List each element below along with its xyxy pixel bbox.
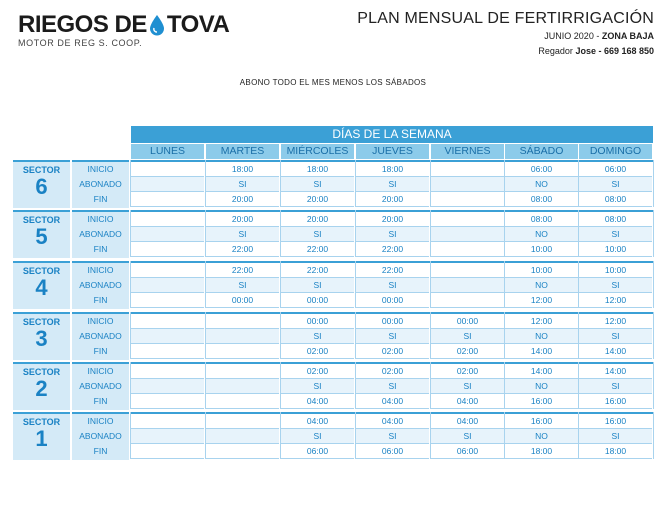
schedule-cell: SI (356, 177, 429, 192)
schedule-cell (431, 227, 504, 242)
schedule-cell: 06:00 (579, 162, 652, 177)
row-label: ABONADO (79, 229, 122, 239)
schedule-cell: 08:00 (505, 212, 578, 227)
column-divider (578, 412, 579, 459)
column-divider (653, 261, 654, 308)
schedule-cell: 00:00 (281, 293, 354, 308)
column-divider (653, 412, 654, 459)
schedule-cell: SI (431, 429, 504, 444)
column-divider (578, 362, 579, 409)
schedule-cell (206, 364, 279, 379)
schedule-cell: SI (356, 227, 429, 242)
sector-word: SECTOR (22, 417, 61, 427)
sector-label (13, 261, 70, 309)
column-divider (504, 210, 505, 257)
column-divider (504, 362, 505, 409)
schedule-cell: 22:00 (206, 263, 279, 278)
schedule-cell: 10:00 (579, 242, 652, 257)
schedule-cell (131, 278, 204, 293)
logo-wordmark (18, 13, 229, 37)
schedule-cell (131, 329, 204, 344)
schedule-cell (431, 293, 504, 308)
schedule-cell: 20:00 (356, 212, 429, 227)
column-divider (355, 210, 356, 257)
schedule-cell: 14:00 (505, 344, 578, 359)
schedule-cell: 04:00 (431, 394, 504, 409)
schedule-cell: SI (281, 329, 354, 344)
row-label: INICIO (87, 366, 114, 376)
day-header: LUNES (131, 144, 204, 159)
column-divider (578, 261, 579, 308)
schedule-cell: 04:00 (281, 394, 354, 409)
schedule-cell (131, 242, 204, 257)
schedule-cell: SI (579, 429, 652, 444)
schedule-cell: SI (579, 379, 652, 394)
column-divider (130, 412, 131, 459)
plan-regador (538, 46, 654, 56)
schedule-cell (131, 227, 204, 242)
column-divider (430, 261, 431, 308)
column-divider (430, 312, 431, 359)
schedule-cell: 04:00 (356, 394, 429, 409)
schedule-cell: 02:00 (281, 344, 354, 359)
sector-number: 3 (35, 326, 48, 351)
column-divider (355, 412, 356, 459)
schedule-cell (206, 429, 279, 444)
schedule-cell (206, 379, 279, 394)
schedule-cell: 16:00 (505, 394, 578, 409)
sector-number: 1 (35, 426, 48, 451)
schedule-cell: SI (281, 227, 354, 242)
column-divider (430, 412, 431, 459)
schedule-cell: 00:00 (356, 293, 429, 308)
row-label: FIN (93, 446, 108, 456)
column-divider (578, 312, 579, 359)
column-divider (205, 412, 206, 459)
column-divider (430, 362, 431, 409)
row-labels (72, 261, 129, 309)
column-divider (355, 261, 356, 308)
column-divider (130, 160, 131, 207)
column-divider (280, 362, 281, 409)
column-divider (430, 160, 431, 207)
schedule-cell: 08:00 (505, 192, 578, 207)
column-divider (205, 362, 206, 409)
schedule-cell (131, 314, 204, 329)
regador-label: Regador (538, 46, 576, 56)
company-logo (18, 13, 229, 48)
schedule-cell: 12:00 (505, 293, 578, 308)
schedule-cell: 00:00 (281, 314, 354, 329)
schedule-cell: 04:00 (431, 414, 504, 429)
column-divider (653, 210, 654, 257)
schedule-cell: 20:00 (356, 192, 429, 207)
row-label: ABONADO (79, 179, 122, 189)
row-labels (72, 362, 129, 410)
schedule-cell: 00:00 (356, 314, 429, 329)
sector-label (13, 160, 70, 208)
column-divider (355, 160, 356, 207)
sector-number: 5 (35, 224, 48, 249)
row-label: INICIO (87, 164, 114, 174)
schedule-cell (131, 394, 204, 409)
row-labels (72, 312, 129, 360)
abono-note: ABONO TODO EL MES MENOS LOS SÁBADOS (239, 78, 427, 87)
schedule-cell: NO (505, 379, 578, 394)
column-divider (504, 160, 505, 207)
column-divider (653, 160, 654, 207)
schedule-cell: 10:00 (505, 242, 578, 257)
schedule-cell: 06:00 (356, 444, 429, 459)
schedule-cell (206, 414, 279, 429)
row-label: FIN (93, 244, 108, 254)
schedule-cell: 08:00 (579, 192, 652, 207)
schedule-cell: 12:00 (579, 314, 652, 329)
column-divider (653, 312, 654, 359)
schedule-cell (131, 177, 204, 192)
schedule-cell: 22:00 (281, 242, 354, 257)
water-drop-icon (148, 14, 166, 36)
plan-zone: ZONA BAJA (601, 31, 654, 41)
sector-word: SECTOR (22, 215, 61, 225)
day-header: SÁBADO (505, 144, 578, 159)
column-divider (504, 312, 505, 359)
schedule-cell: SI (431, 379, 504, 394)
column-divider (653, 362, 654, 409)
schedule-cell: SI (579, 227, 652, 242)
schedule-cell: SI (206, 227, 279, 242)
schedule-cell: 10:00 (579, 263, 652, 278)
schedule-cell: 22:00 (356, 242, 429, 257)
sector-word: SECTOR (22, 165, 61, 175)
row-label: FIN (93, 295, 108, 305)
schedule-cell (206, 314, 279, 329)
column-divider (280, 412, 281, 459)
regador-value: Jose - 669 168 850 (575, 46, 654, 56)
sector-label (13, 412, 70, 460)
schedule-cell (431, 192, 504, 207)
schedule-cell: SI (356, 329, 429, 344)
schedule-cell: 22:00 (356, 263, 429, 278)
schedule-cell: 20:00 (281, 192, 354, 207)
schedule-cell: 06:00 (431, 444, 504, 459)
schedule-cell (131, 364, 204, 379)
schedule-cell: 02:00 (356, 364, 429, 379)
schedule-cell: SI (579, 329, 652, 344)
schedule-cell: 04:00 (281, 414, 354, 429)
sector-word: SECTOR (22, 317, 61, 327)
plan-title: PLAN MENSUAL DE FERTIRRIGACIÓN (357, 10, 654, 27)
schedule-cell: SI (356, 429, 429, 444)
logo-text-left: RIEGOS DE (18, 11, 147, 38)
schedule-cell: NO (505, 329, 578, 344)
schedule-cell (131, 263, 204, 278)
schedule-cell: 16:00 (505, 414, 578, 429)
column-divider (280, 210, 281, 257)
column-divider (355, 312, 356, 359)
schedule-cell: 14:00 (579, 344, 652, 359)
schedule-cell: NO (505, 278, 578, 293)
schedule-cell: 12:00 (505, 314, 578, 329)
column-divider (504, 261, 505, 308)
column-divider (355, 362, 356, 409)
schedule-cell: SI (206, 278, 279, 293)
schedule-cell: 02:00 (281, 364, 354, 379)
schedule-cell (431, 162, 504, 177)
schedule-cell (131, 192, 204, 207)
schedule-cell: SI (281, 429, 354, 444)
sector-label (13, 362, 70, 410)
schedule-cell: 22:00 (206, 242, 279, 257)
row-label: ABONADO (79, 431, 122, 441)
row-label: INICIO (87, 416, 114, 426)
day-header: VIERNES (431, 144, 504, 159)
column-divider (504, 412, 505, 459)
schedule-cell (206, 394, 279, 409)
schedule-cell: 18:00 (356, 162, 429, 177)
column-divider (578, 210, 579, 257)
sector-number: 6 (35, 174, 48, 199)
schedule-cell: 00:00 (206, 293, 279, 308)
schedule-cell (206, 329, 279, 344)
column-divider (130, 261, 131, 308)
schedule-cell: 18:00 (206, 162, 279, 177)
schedule-cell: 18:00 (579, 444, 652, 459)
sector-word: SECTOR (22, 367, 61, 377)
logo-subtitle: MOTOR DE REG S. COOP. (18, 38, 143, 48)
schedule-cell (131, 293, 204, 308)
schedule-cell: 02:00 (431, 364, 504, 379)
row-labels (72, 160, 129, 208)
schedule-cell: 04:00 (356, 414, 429, 429)
row-label: INICIO (87, 265, 114, 275)
column-divider (205, 210, 206, 257)
schedule-cell (431, 242, 504, 257)
column-divider (205, 261, 206, 308)
column-divider (280, 312, 281, 359)
plan-month-zone (544, 31, 654, 41)
column-divider (130, 362, 131, 409)
schedule-cell: 18:00 (281, 162, 354, 177)
schedule-cell: 12:00 (579, 293, 652, 308)
row-label: FIN (93, 194, 108, 204)
row-label: INICIO (87, 214, 114, 224)
schedule-cell: SI (579, 278, 652, 293)
day-header: DOMINGO (579, 144, 652, 159)
schedule-cell: NO (505, 429, 578, 444)
schedule-cell: 10:00 (505, 263, 578, 278)
schedule-cell: 02:00 (356, 344, 429, 359)
column-divider (130, 312, 131, 359)
row-labels (72, 210, 129, 258)
row-label: ABONADO (79, 331, 122, 341)
row-label: FIN (93, 346, 108, 356)
sector-number: 4 (35, 275, 48, 300)
schedule-cell: 22:00 (281, 263, 354, 278)
schedule-cell (131, 379, 204, 394)
schedule-cell: SI (281, 379, 354, 394)
schedule-cell: 20:00 (281, 212, 354, 227)
schedule-cell (131, 212, 204, 227)
schedule-cell: SI (579, 177, 652, 192)
day-header: MARTES (206, 144, 279, 159)
schedule-cell: 06:00 (505, 162, 578, 177)
column-divider (205, 160, 206, 207)
column-divider (280, 160, 281, 207)
column-divider (130, 210, 131, 257)
schedule-cell: 16:00 (579, 394, 652, 409)
schedule-cell: SI (281, 278, 354, 293)
schedule-cell: 08:00 (579, 212, 652, 227)
sector-label (13, 312, 70, 360)
schedule-cell: SI (206, 177, 279, 192)
schedule-cell (131, 344, 204, 359)
row-label: ABONADO (79, 280, 122, 290)
schedule-cell: 16:00 (579, 414, 652, 429)
schedule-cell: NO (505, 227, 578, 242)
schedule-cell (431, 263, 504, 278)
column-divider (280, 261, 281, 308)
sector-label (13, 210, 70, 258)
row-label: ABONADO (79, 381, 122, 391)
schedule-cell (206, 444, 279, 459)
schedule-cell: SI (356, 379, 429, 394)
row-labels (72, 412, 129, 460)
row-label: FIN (93, 396, 108, 406)
schedule-cell (131, 162, 204, 177)
plan-month: JUNIO 2020 - (544, 31, 602, 41)
schedule-cell (131, 444, 204, 459)
schedule-cell: 14:00 (505, 364, 578, 379)
day-header: JUEVES (356, 144, 429, 159)
day-header: MIÉRCOLES (281, 144, 354, 159)
schedule-cell (131, 414, 204, 429)
schedule-cell (431, 212, 504, 227)
table-title: DÍAS DE LA SEMANA (131, 126, 653, 143)
schedule-cell (206, 344, 279, 359)
schedule-cell: SI (431, 329, 504, 344)
schedule-cell (131, 429, 204, 444)
schedule-cell (431, 177, 504, 192)
schedule-cell: SI (356, 278, 429, 293)
column-divider (578, 160, 579, 207)
schedule-cell: SI (281, 177, 354, 192)
column-divider (430, 210, 431, 257)
schedule-cell: 00:00 (431, 314, 504, 329)
schedule-cell: 20:00 (206, 212, 279, 227)
column-divider (205, 312, 206, 359)
sector-word: SECTOR (22, 266, 61, 276)
row-label: INICIO (87, 316, 114, 326)
sector-number: 2 (35, 376, 48, 401)
schedule-cell: 02:00 (431, 344, 504, 359)
logo-text-right: TOVA (166, 11, 230, 38)
schedule-cell: 20:00 (206, 192, 279, 207)
schedule-cell: 14:00 (579, 364, 652, 379)
schedule-cell: 06:00 (281, 444, 354, 459)
schedule-cell (431, 278, 504, 293)
schedule-cell: 18:00 (505, 444, 578, 459)
schedule-cell: NO (505, 177, 578, 192)
